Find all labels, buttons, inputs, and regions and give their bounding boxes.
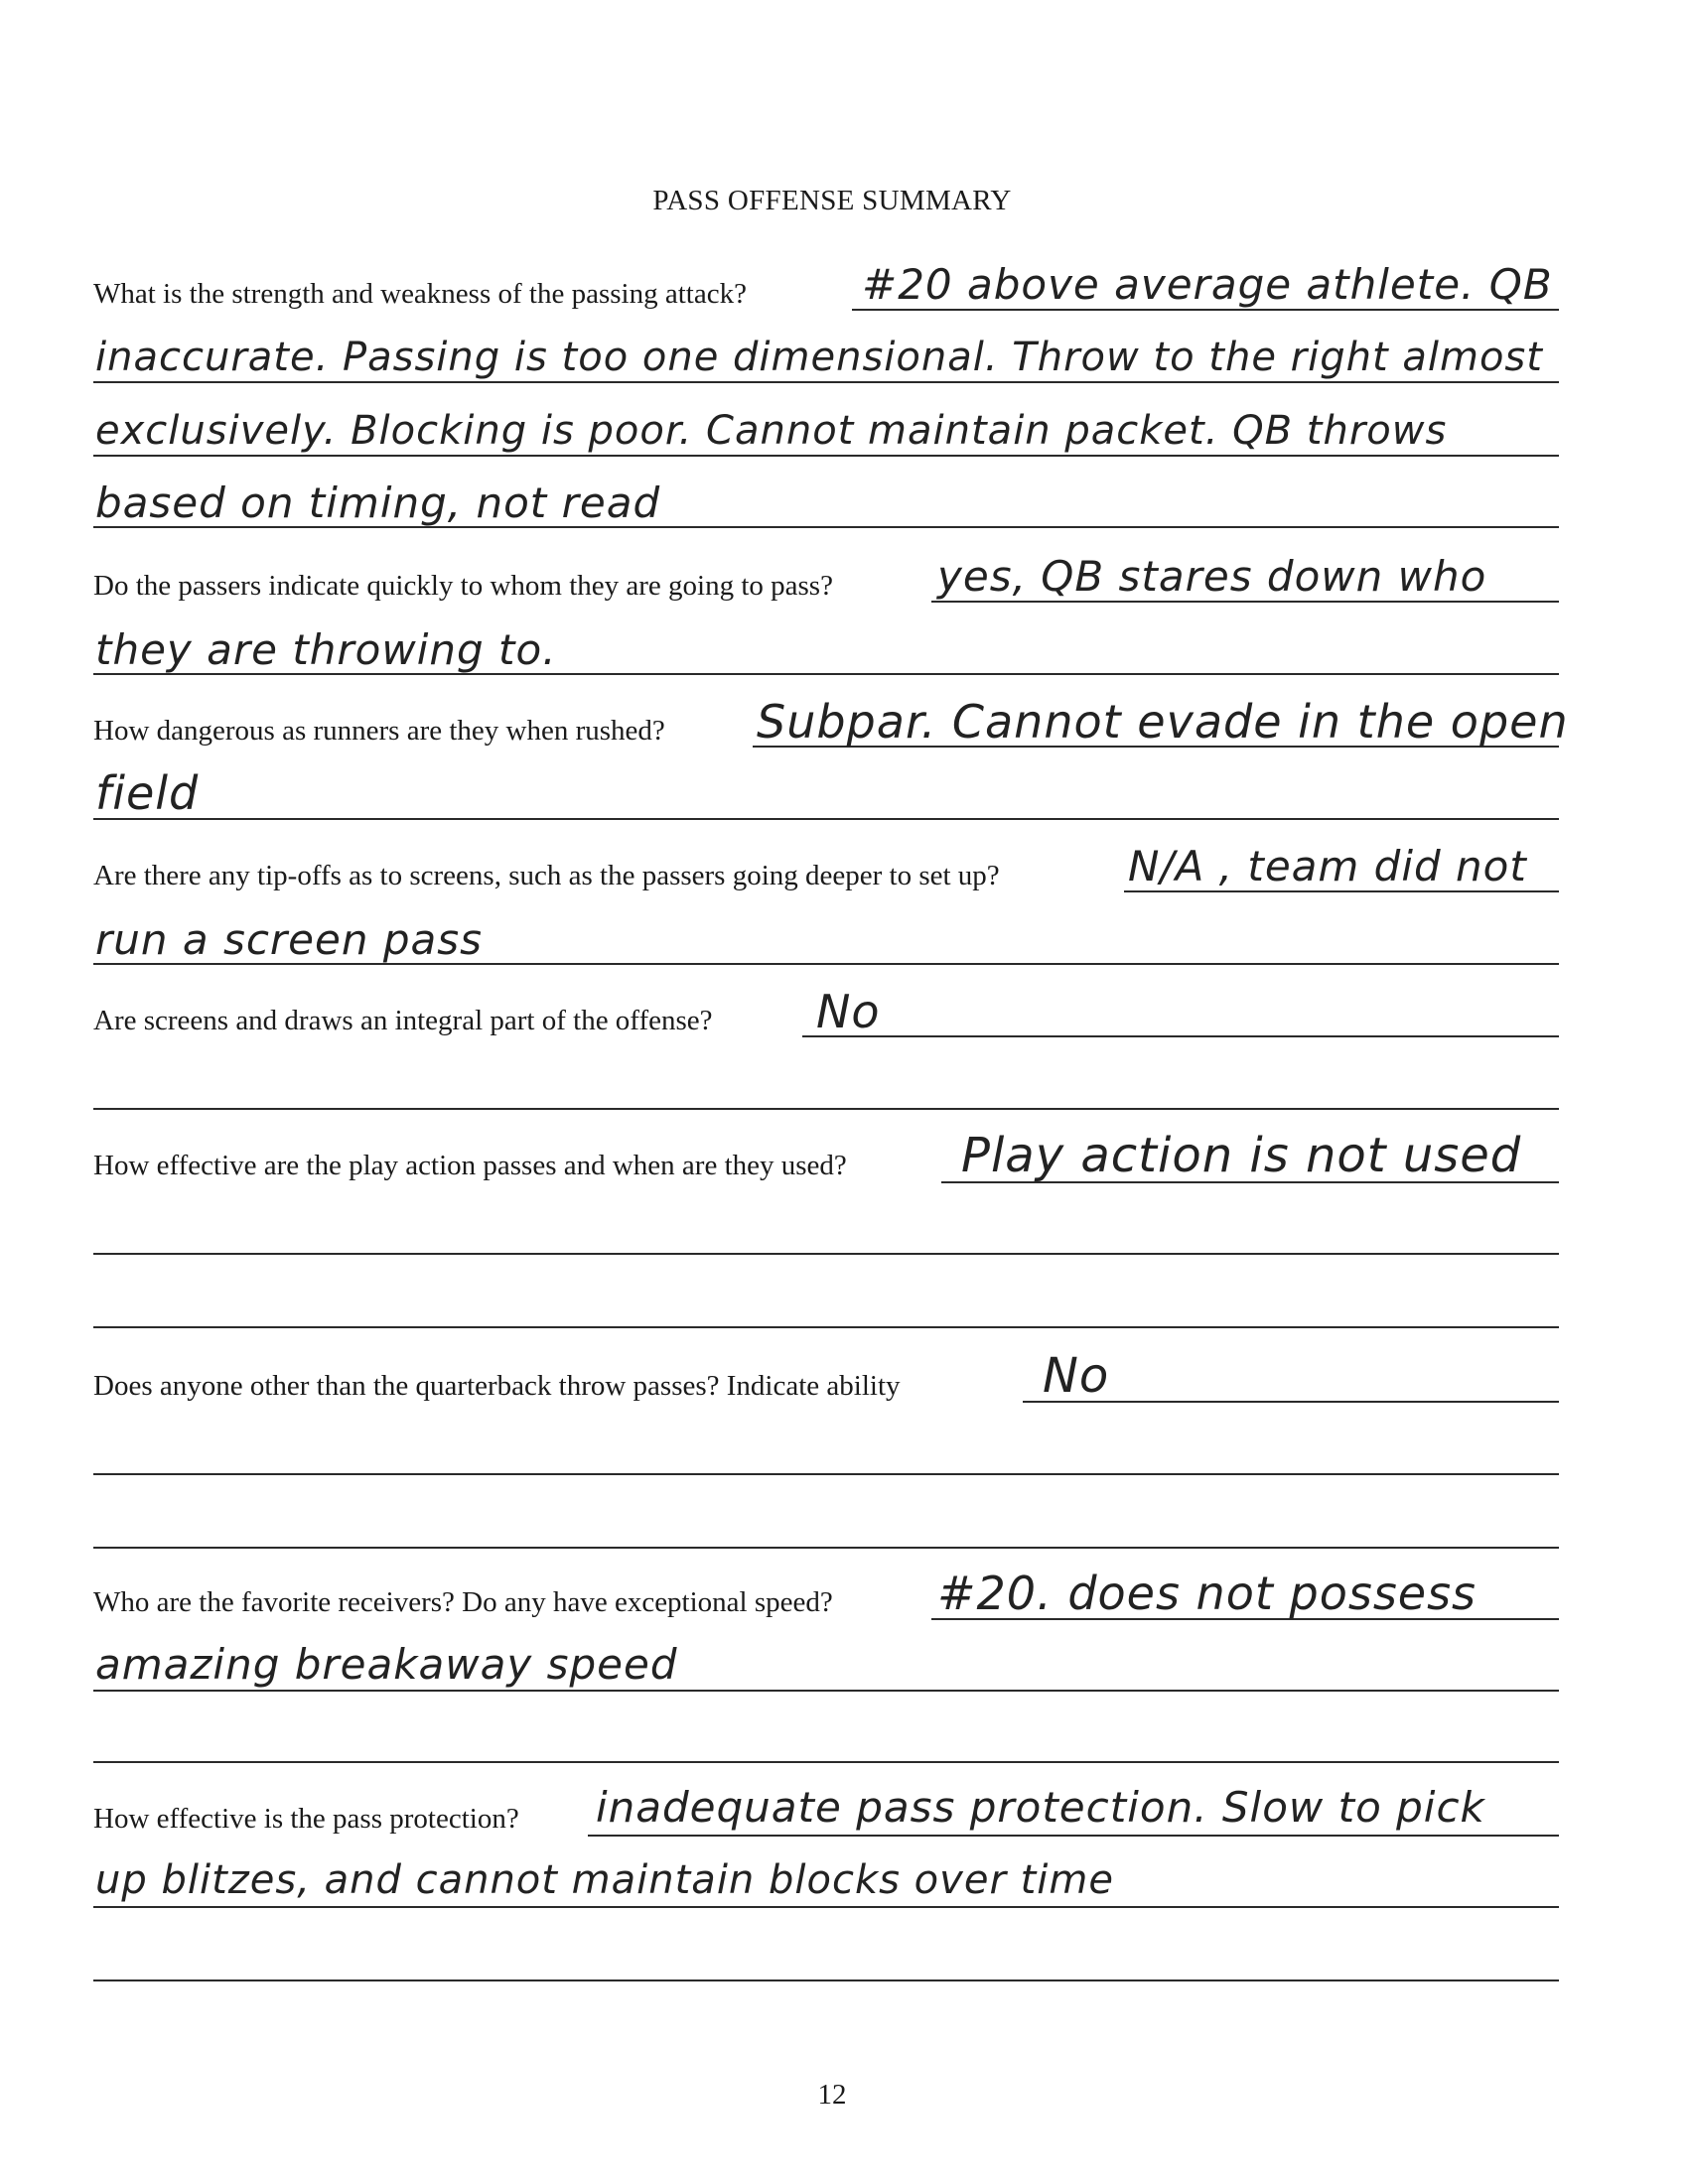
answer-line — [93, 1761, 1559, 1763]
handwritten-answer: Subpar. Cannot evade in the open — [757, 695, 1569, 749]
handwritten-answer: amazing breakaway speed — [95, 1640, 678, 1689]
handwritten-answer: Play action is not used — [961, 1128, 1522, 1183]
answer-line — [931, 601, 1559, 603]
question-prompt: How effective is the pass protection? — [93, 1803, 519, 1835]
page-title: PASS OFFENSE SUMMARY — [652, 185, 1012, 216]
handwritten-answer: run a screen pass — [95, 915, 483, 964]
answer-line — [93, 1473, 1559, 1475]
question-prompt: Who are the favorite receivers? Do any have exceptional speed? — [93, 1586, 833, 1618]
answer-line — [93, 1906, 1559, 1908]
handwritten-answer: inaccurate. Passing is too one dimensional. Throw to the right almost — [95, 335, 1543, 380]
handwritten-answer: yes, QB stares down who — [937, 552, 1487, 601]
answer-line — [93, 455, 1559, 457]
handwritten-answer: No — [1043, 1348, 1110, 1404]
handwritten-answer: based on timing, not read — [95, 478, 661, 527]
handwritten-answer: field — [95, 766, 200, 820]
answer-line — [588, 1835, 1559, 1837]
handwritten-answer: #20. does not possess — [937, 1567, 1477, 1620]
handwritten-answer: exclusively. Blocking is poor. Cannot maintain packet. QB throws — [95, 408, 1448, 454]
page-number: 12 — [817, 2079, 847, 2111]
question-prompt: What is the strength and weakness of the passing attack? — [93, 278, 747, 310]
answer-line — [1124, 890, 1559, 892]
question-prompt: Does anyone other than the quarterback throw passes? Indicate ability — [93, 1370, 901, 1402]
handwritten-answer: #20 above average athlete. QB — [862, 260, 1553, 309]
handwritten-answer: inadequate pass protection. Slow to pick — [596, 1783, 1485, 1832]
question-prompt: How dangerous as runners are they when rushed? — [93, 715, 665, 747]
handwritten-answer: N/A , team did not — [1128, 842, 1527, 890]
question-prompt: Are there any tip-offs as to screens, such as the passers going deeper to set up? — [93, 860, 1000, 891]
handwritten-answer: they are throwing to. — [95, 625, 557, 674]
answer-line — [93, 818, 1559, 820]
answer-line — [93, 1108, 1559, 1110]
answer-line — [93, 1253, 1559, 1255]
answer-line — [93, 1979, 1559, 1981]
answer-line — [93, 381, 1559, 383]
answer-line — [802, 1035, 1559, 1037]
question-prompt: How effective are the play action passes and when are they used? — [93, 1150, 847, 1181]
answer-line — [93, 1690, 1559, 1692]
answer-line — [93, 1326, 1559, 1328]
answer-line — [852, 309, 1559, 311]
question-prompt: Are screens and draws an integral part of the offense? — [93, 1005, 713, 1036]
question-prompt: Do the passers indicate quickly to whom they are going to pass? — [93, 570, 833, 602]
handwritten-answer: No — [816, 985, 881, 1038]
answer-line — [93, 1547, 1559, 1549]
handwritten-answer: up blitzes, and cannot maintain blocks over time — [95, 1857, 1114, 1903]
